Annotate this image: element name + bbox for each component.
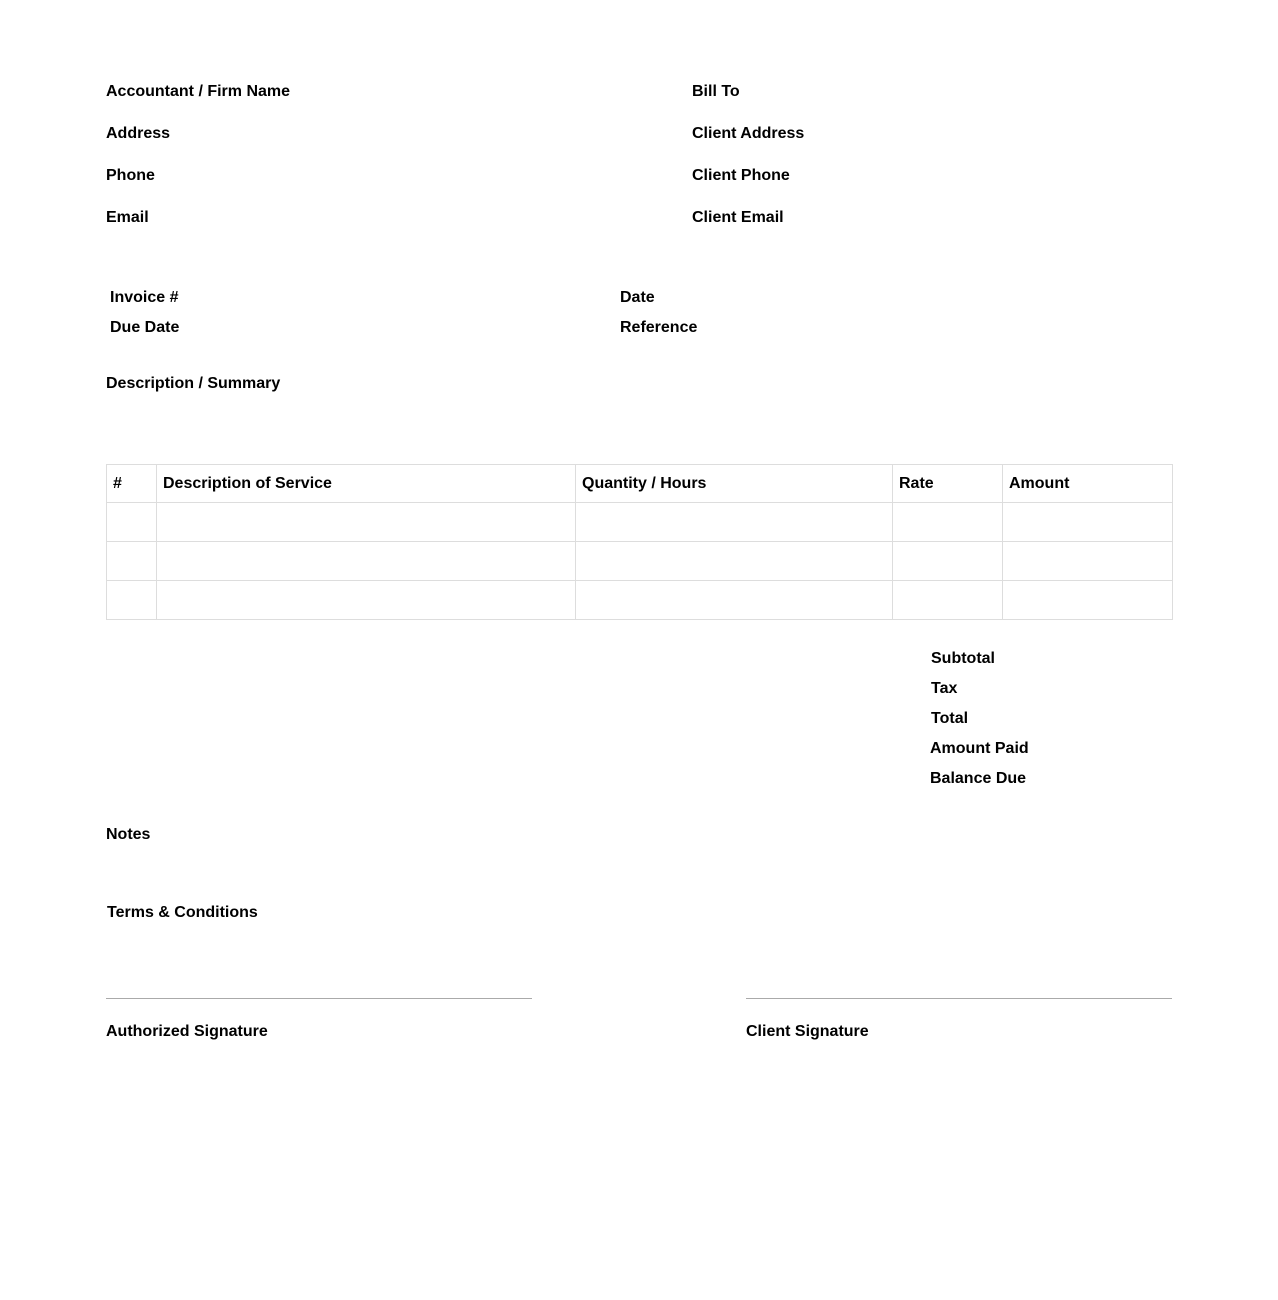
cell-rate[interactable] <box>893 542 1003 581</box>
address-label: Address <box>106 125 171 142</box>
cell-quantity[interactable] <box>576 581 893 620</box>
cell-description[interactable] <box>157 503 576 542</box>
client-signature-label: Client Signature <box>746 1023 869 1040</box>
cell-number[interactable] <box>107 542 157 581</box>
cell-amount[interactable] <box>1003 542 1173 581</box>
cell-amount[interactable] <box>1003 503 1173 542</box>
column-header-amount: Amount <box>1003 465 1173 503</box>
subtotal-label: Subtotal <box>931 650 995 667</box>
cell-amount[interactable] <box>1003 581 1173 620</box>
invoice-number-label: Invoice # <box>110 289 179 306</box>
cell-description[interactable] <box>157 542 576 581</box>
due-date-label: Due Date <box>110 319 180 336</box>
cell-number[interactable] <box>107 503 157 542</box>
column-header-quantity: Quantity / Hours <box>576 465 893 503</box>
date-label: Date <box>620 289 655 306</box>
bill-to-heading: Bill To <box>692 83 740 100</box>
client-phone-label: Client Phone <box>692 167 790 184</box>
cell-quantity[interactable] <box>576 542 893 581</box>
table-header-row <box>107 465 1173 503</box>
column-header-description: Description of Service <box>157 465 576 503</box>
notes-label: Notes <box>106 826 151 843</box>
amount-paid-label: Amount Paid <box>930 740 1029 757</box>
cell-quantity[interactable] <box>576 503 893 542</box>
cell-description[interactable] <box>157 581 576 620</box>
total-label: Total <box>931 710 969 727</box>
client-email-label: Client Email <box>692 209 784 226</box>
tax-label: Tax <box>931 680 958 697</box>
cell-number[interactable] <box>107 581 157 620</box>
reference-label: Reference <box>620 319 698 336</box>
column-header-number: # <box>107 465 157 503</box>
authorized-signature-line <box>106 998 532 999</box>
authorized-signature-label: Authorized Signature <box>106 1023 268 1040</box>
description-summary-label: Description / Summary <box>106 375 281 392</box>
column-header-rate: Rate <box>893 465 1003 503</box>
table-row <box>107 503 1173 542</box>
phone-label: Phone <box>106 167 155 184</box>
cell-rate[interactable] <box>893 581 1003 620</box>
table-row <box>107 581 1173 620</box>
cell-rate[interactable] <box>893 503 1003 542</box>
client-address-label: Client Address <box>692 125 805 142</box>
line-items-table <box>106 464 1173 620</box>
client-signature-line <box>746 998 1172 999</box>
firm-name-label: Accountant / Firm Name <box>106 83 291 100</box>
terms-label: Terms & Conditions <box>107 904 258 921</box>
email-label: Email <box>106 209 149 226</box>
table-row <box>107 542 1173 581</box>
balance-due-label: Balance Due <box>930 770 1027 787</box>
